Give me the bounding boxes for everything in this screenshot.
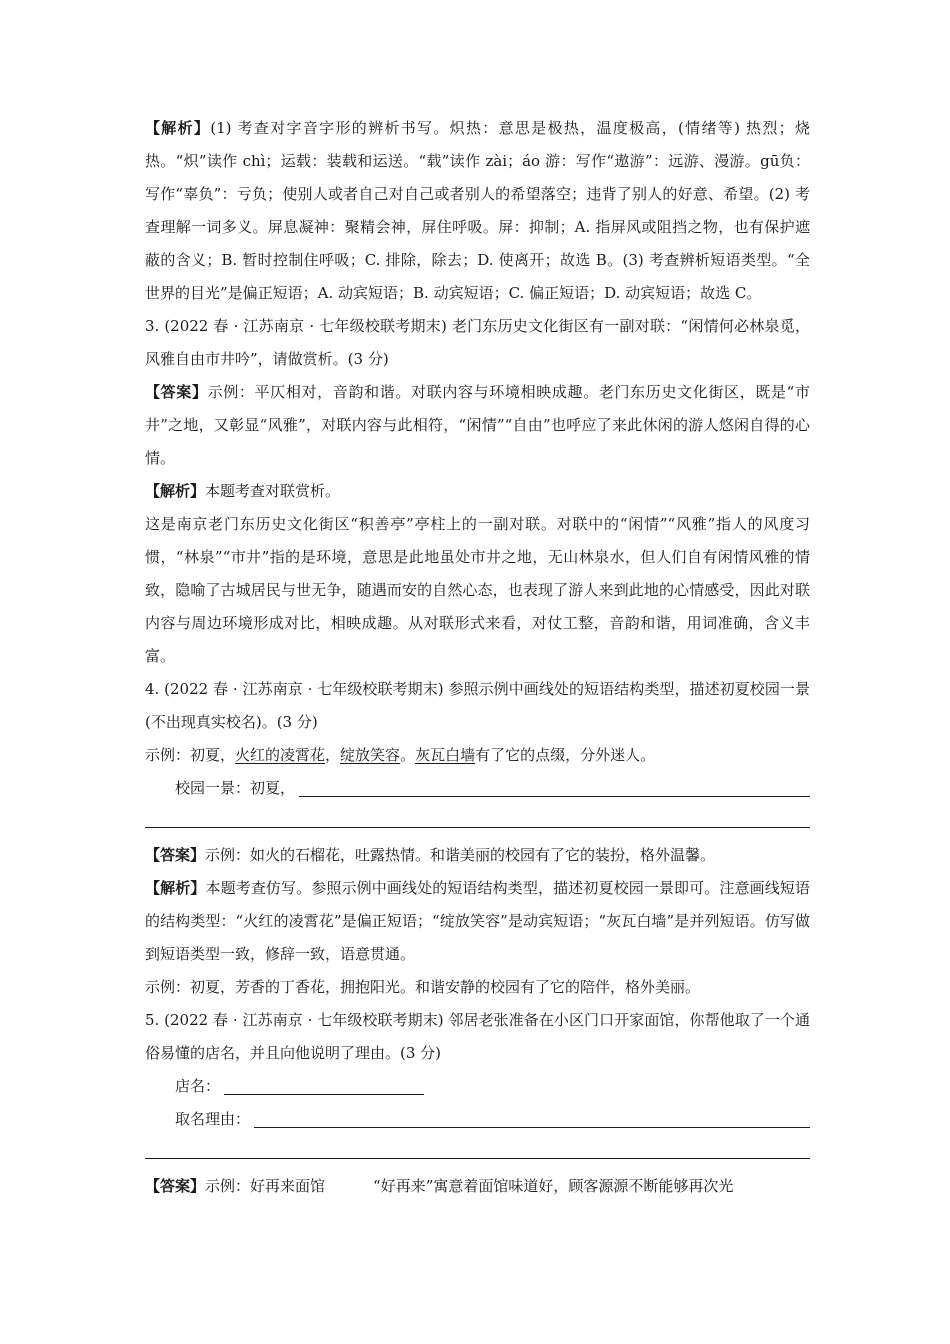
answer-block-5 bbox=[145, 1170, 810, 1203]
analysis-text: 本题考查对联赏析。 bbox=[205, 482, 341, 500]
answer-blank-line[interactable] bbox=[299, 776, 810, 797]
fill-label: 取名理由： bbox=[175, 1110, 251, 1128]
answer-text: 示例：平仄相对，音韵和谐。对联内容与环境相映成趣。老门东历史文化街区，既是“市井”之地，又彰显“风雅”，对联内容与此相符，“闲情”“自由”也呼应了来此休闲的游人悠闲自得的心情。 bbox=[145, 383, 810, 467]
analysis-tag: 【解析】 bbox=[145, 482, 206, 500]
example-suffix: 有了它的点缀，分外迷人。 bbox=[475, 746, 656, 764]
analysis-block-3 bbox=[145, 475, 810, 508]
analysis-tag: 【解析】 bbox=[145, 119, 211, 137]
answer-blank-line[interactable] bbox=[254, 1107, 810, 1128]
underlined-phrase: 灰瓦白墙 bbox=[415, 746, 476, 764]
analysis-text: 本题考查仿写。参照示例中画线处的短语结构类型，描述初夏校园一景即可。注意画线短语的结构类型：“火红的凌霄花”是偏正短语；“绽放笑容”是动宾短语；“灰瓦白墙”是并列短语。仿写做到短语类型一致，修辞一致，语意贯通。 bbox=[145, 879, 810, 963]
fill-row-scene bbox=[145, 772, 810, 805]
analysis-example-4: 示例：初夏，芳香的丁香花，拥抱阳光。和谐安静的校园有了它的陪伴，格外美丽。 bbox=[145, 978, 701, 996]
answer-name: 示例：好再来面馆 bbox=[205, 1177, 326, 1195]
fill-row-reason bbox=[145, 1103, 810, 1136]
answer-block-4 bbox=[145, 839, 810, 872]
analysis-tag: 【解析】 bbox=[145, 879, 206, 897]
fill-label: 校园一景：初夏， bbox=[175, 779, 296, 797]
answer-blank-line-full[interactable] bbox=[145, 805, 810, 828]
analysis-block-4 bbox=[145, 872, 810, 971]
fill-label: 店名： bbox=[175, 1077, 221, 1095]
question-3: 3. (2022 春 · 江苏南京 · 七年级校联考期末) 老门东历史文化街区有一副对联：“闲情何必林泉觅，风雅自由市井吟”，请做赏析。(3 分) bbox=[145, 317, 810, 368]
example-separator: 。 bbox=[400, 746, 416, 764]
answer-text: 示例：如火的石榴花，吐露热情。和谐美丽的校园有了它的装扮，格外温馨。 bbox=[205, 846, 716, 864]
analysis-text: (1) 考查对字音字形的辨析书写。炽热：意思是极热，温度极高，(情绪等) 热烈；烧热。“炽”读作 chì；运载：装载和运送。“载”读作 zài；áo 游：写作“遨游”：远游、漫游。gū负：写作“辜负”：亏负；使别人或者自己对自己或者别人的希望落空；违背了别人的好意、希望。(2) 考查理解一词多义。屏息凝神：聚精会神，屏住呼吸。屏：抑制；A. 指屏风或阻挡之物，也有保护遮蔽的含义；B. 暂时控制住呼吸；C. 排除，除去；D. 使离开；故选 B。(3) 考查辨析短语类型。“全世界的目光”是偏正短语；A. 动宾短语；B. 动宾短语；C. 偏正短语；D. 动宾短语；故选 C。 bbox=[145, 119, 810, 302]
underlined-phrase: 火红的凌霄花 bbox=[235, 746, 326, 764]
example-prefix: 示例：初夏， bbox=[145, 746, 236, 764]
fill-row-name bbox=[145, 1070, 810, 1103]
answer-tag: 【答案】 bbox=[145, 383, 208, 401]
document-page bbox=[145, 112, 810, 1203]
example-4 bbox=[145, 739, 810, 772]
question-4: 4. (2022 春 · 江苏南京 · 七年级校联考期末) 参照示例中画线处的短语结构类型，描述初夏校园一景 (不出现真实校名)。(3 分) bbox=[145, 680, 810, 731]
answer-tag: 【答案】 bbox=[145, 1177, 206, 1195]
analysis-block-1 bbox=[145, 112, 810, 310]
answer-blank-line[interactable] bbox=[224, 1074, 424, 1095]
analysis-detail-3: 这是南京老门东历史文化街区“积善亭”亭柱上的一副对联。对联中的“闲情”“风雅”指人的风度习惯，“林泉”“市井”指的是环境，意思是此地虽处市井之地，无山林泉水，但人们自有闲情风雅的情致，隐喻了古城居民与世无争，随遇而安的自然心态，也表现了游人来到此地的心情感受，因此对联内容与周边环境形成对比，相映成趣。从对联形式来看，对仗工整，音韵和谐，用词准确，含义丰富。 bbox=[145, 515, 810, 665]
answer-blank-line-full[interactable] bbox=[145, 1136, 810, 1159]
example-separator: ， bbox=[325, 746, 341, 764]
answer-block-3 bbox=[145, 376, 810, 475]
answer-tag: 【答案】 bbox=[145, 846, 206, 864]
underlined-phrase: 绽放笑容 bbox=[340, 746, 401, 764]
question-5: 5. (2022 春 · 江苏南京 · 七年级校联考期末) 邻居老张准备在小区门口开家面馆，你帮他取了一个通俗易懂的店名，并且向他说明了理由。(3 分) bbox=[145, 1011, 810, 1062]
answer-reason: “好再来”寓意着面馆味道好，顾客源源不断能够再次光 bbox=[373, 1177, 734, 1195]
